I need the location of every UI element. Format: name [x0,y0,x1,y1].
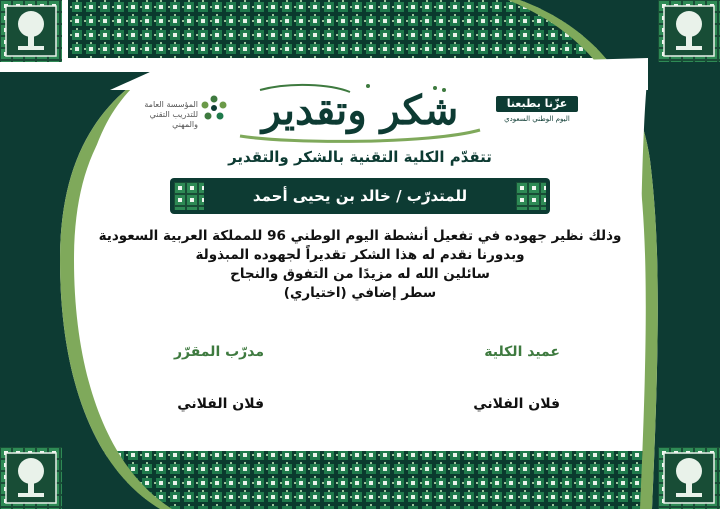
trainer-signature-name: فلان الفلاني [177,396,264,412]
body-line-3: سائلين الله له مزيدًا من التفوق والنجاح [230,266,490,282]
certificate-subtitle: تتقدّم الكلية التقنية بالشكر والتقدير [228,148,492,166]
corner-tree-icon-bottom-right [658,447,720,509]
national-day-logo [496,96,578,136]
dean-signature-name: فلان الفلاني [473,396,560,412]
corner-tree-icon-top-left [0,0,62,62]
tvtc-name-line1: المؤسسة العامة [144,100,198,109]
trainer-signature-title: مدرّب المقرّر [173,344,264,360]
corner-tree-icon-top-right [658,0,720,62]
recipient-name: للمتدرّب / خالد بن يحيى أحمد [252,187,468,205]
national-day-subtitle: اليوم الوطني السعودي [504,115,570,123]
certificate-title [230,78,490,148]
tvtc-logo [130,94,230,129]
tvtc-emblem-icon [200,94,228,122]
tvtc-name-line2: للتدريب التقني والمهني [149,110,198,129]
national-day-slogan: عزّنا بطبعنا [496,96,578,112]
body-line-2: وبدورنا نقدم له هذا الشكر تقديراً لجهوده المبذولة [195,247,525,263]
body-line-1: وذلك نظير جهوده في تفعيل أنشطة اليوم الوطني 96 للمملكة العربية السعودية [98,228,622,244]
corner-tree-icon-bottom-left [0,447,62,509]
dean-signature-title: عميد الكلية [484,344,560,360]
title-text: شكر وتقدير [261,87,459,134]
body-line-4: سطر إضافي (اختياري) [283,285,437,301]
